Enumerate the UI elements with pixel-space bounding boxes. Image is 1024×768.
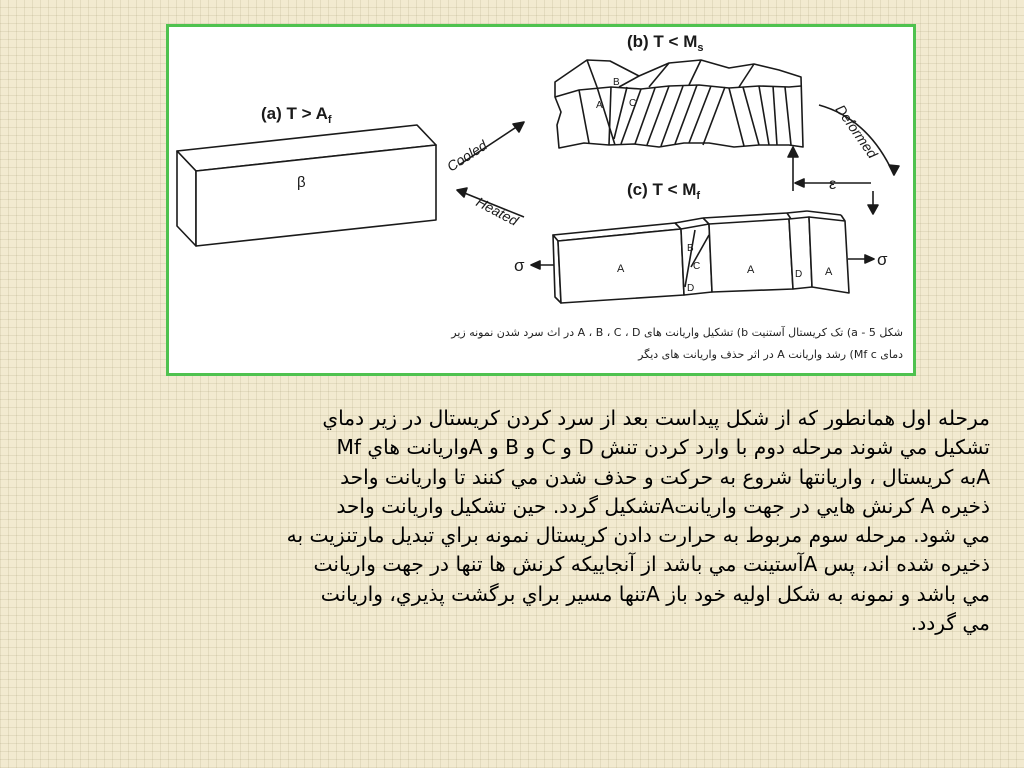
paragraph-line: ذخيره شده اند، پس Aآستينت مي باشد از آنجاييکه کرنش ها تنها در جهت واريانت xyxy=(313,552,990,577)
paragraph-line: مي گردد. xyxy=(910,611,990,636)
bar-variant-b-label: B xyxy=(687,243,694,254)
paragraph-line: Aبه کريستال ، واريانتها شروع به حرکت و حذف شدن مي کنند تا واريانت واحد xyxy=(340,464,990,489)
austenite-block xyxy=(177,125,436,246)
bar-variant-d2-label: D xyxy=(795,269,803,280)
paragraph-line: مي شود. مرحله سوم مربوط به حرارت دادن کريستال نمونه براي تبديل مارتنزيت به xyxy=(286,523,990,548)
figure-frame xyxy=(166,24,916,376)
bar-variant-d1-label: D xyxy=(687,283,695,294)
bar-variant-c-label: C xyxy=(693,261,701,272)
beta-phase-label: β xyxy=(297,174,306,191)
state-a-label: (a) $T > A_f$ xyxy=(261,104,332,126)
state-b-label: (b) $T < M_s$ xyxy=(627,32,704,54)
stress-sigma-left-label: σ xyxy=(514,256,525,275)
body-paragraph xyxy=(56,404,990,638)
strain-epsilon-label: ε xyxy=(829,176,837,193)
variant-a-label: A xyxy=(596,100,603,111)
bar-variant-a1-label: A xyxy=(617,263,625,275)
figure-caption-line-1: شکل 5 - a) تک کریستال آستنیت b) تشکیل واریانت های A ، B ، C ، D در اث سرد شدن نمونه زیر xyxy=(451,326,903,339)
cooled-label: Cooled xyxy=(443,136,490,175)
figure-caption-line-2: دمای Mf c) رشد واریانت A در اثر حذف واریانت های دیگر xyxy=(638,348,903,361)
martensite-twinned-block xyxy=(555,60,803,148)
paragraph-line: ذخيره A کرنش هايي در جهت واريانتAتشکيل گردد. حين تشکيل واريانت واحد xyxy=(336,493,990,518)
bar-variant-a3-label: A xyxy=(825,266,833,278)
paragraph-line: تشکيل مي شوند مرحله دوم با وارد کردن تنش D و C و B و Aواريانت هاي Mf xyxy=(336,435,990,460)
variant-b-label: B xyxy=(613,77,620,88)
state-c-label: (c) $T < M_f$ xyxy=(627,180,701,202)
paragraph-line: مرحله اول همانطور که از شکل پيداست بعد از سرد کردن کريستال در زير دماي xyxy=(322,406,990,430)
martensite-transformation-diagram xyxy=(169,27,913,373)
stress-sigma-right-label: σ xyxy=(877,250,888,269)
deformed-single-variant-bar xyxy=(553,211,849,303)
deformed-label: Deformed xyxy=(832,101,881,162)
heated-label: Heated xyxy=(473,193,521,229)
paragraph-line: مي باشد و نمونه به شکل اوليه خود باز Aتنها مسير براي برگشت پذيري، واريانت xyxy=(320,581,990,606)
bar-variant-a2-label: A xyxy=(747,264,755,276)
variant-c-label: C xyxy=(629,98,637,109)
